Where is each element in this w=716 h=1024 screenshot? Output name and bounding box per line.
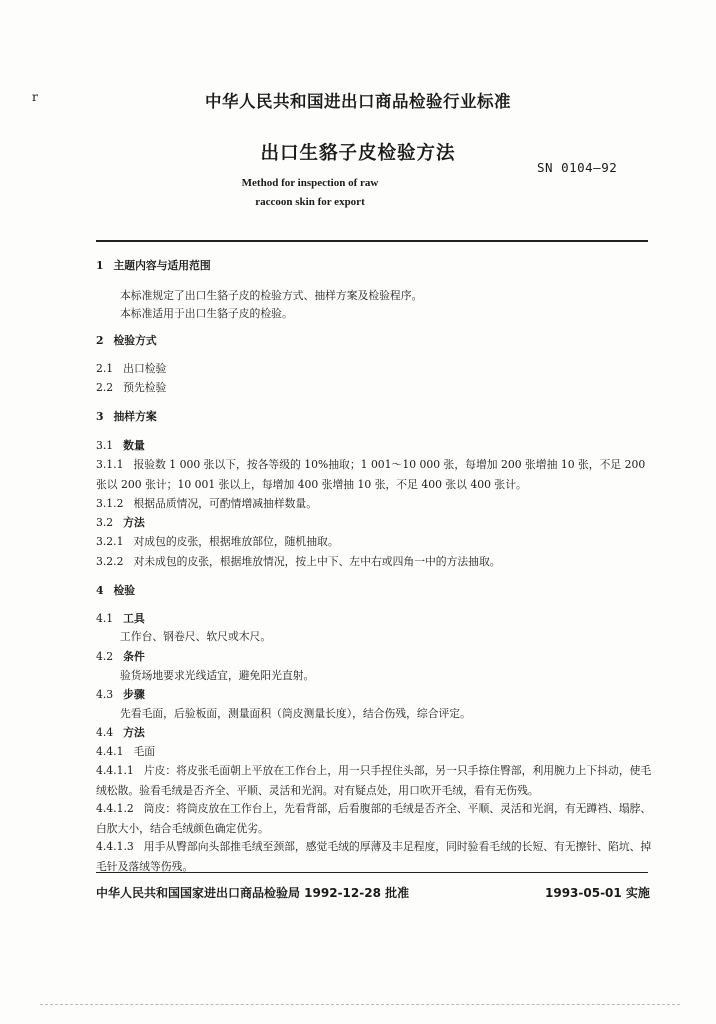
- section-3-2-1: 3.2.1 对成包的皮张，根据堆放部位，随机抽取。: [96, 535, 339, 548]
- section-3-2-2: 3.2.2 对未成包的皮张，根据堆放情况，按上中下、左中右或四角一中的方法抽取。: [96, 555, 501, 568]
- section-3-1-1: 3.1.1 报验数 1 000 张以下，按各等级的 10%抽取；1 001～10 000 张，每增加 200 张增抽 10 张，不足 200 张以 200 张计；10 001 张以上，每增加 400 张增抽 10 张，不足 400 张以 400 张计。: [96, 458, 646, 491]
- section-4-heading: 4 检验: [96, 584, 136, 597]
- section-4-2-paragraph: 验货场地要求光线适宜，避免阳光直射。: [120, 669, 315, 682]
- section-4-1-heading: 4.1 工具: [96, 612, 145, 625]
- section-4-1-paragraph: 工作台、钢卷尺、软尺或木尺。: [120, 630, 272, 643]
- english-title-line-2: raccoon skin for export: [255, 196, 365, 208]
- issuer-approval: 中华人民共和国国家进出口商品检验局 1992-12-28 批准: [96, 886, 410, 900]
- section-1-paragraph-2: 本标准适用于出口生貉子皮的检验。: [120, 307, 293, 320]
- footer-divider: [96, 872, 648, 873]
- section-3-1-2: 3.1.2 根据品质情况，可酌情增减抽样数量。: [96, 497, 318, 510]
- section-4-2-heading: 4.2 条件: [96, 650, 145, 663]
- section-4-4-1-heading: 4.4.1 毛面: [96, 745, 156, 758]
- section-3-heading: 3 抽样方案: [96, 410, 157, 423]
- section-4-4-heading: 4.4 方法: [96, 726, 145, 739]
- org-title: 中华人民共和国进出口商品检验行业标准: [205, 92, 511, 111]
- standard-number: SN 0104—92: [537, 160, 618, 175]
- section-1-paragraph-1: 本标准规定了出口生貉子皮的检验方式、抽样方案及检验程序。: [120, 289, 423, 302]
- section-4-3-heading: 4.3 步骤: [96, 688, 145, 701]
- section-4-4-1-1: 4.4.1.1 片皮：将皮张毛面朝上平放在工作台上，用一只手捏住头部，另一只手捺住臀部，利用腕力上下抖动，使毛绒松散。验看毛绒是否齐全、平顺、灵活和光润。对有疑点处，用口吹开毛绒，看有无伤残。: [96, 764, 652, 797]
- section-3-1-heading: 3.1 数量: [96, 439, 145, 452]
- section-2-1: 2.1 出口检验: [96, 362, 167, 375]
- section-4-4-1-3: 4.4.1.3 用手从臀部向头部推毛绒至颈部，感觉毛绒的厚薄及丰足程度，同时验看毛绒的长短、有无擦针、陷坑、掉毛针及落绒等伤残。: [96, 840, 652, 873]
- section-2-heading: 2 检验方式: [96, 334, 157, 347]
- section-4-3-paragraph: 先看毛面，后验板面，测量面积（筒皮测量长度），结合伤残，综合评定。: [120, 707, 471, 720]
- document-title: 出口生貉子皮检验方法: [260, 143, 456, 164]
- header-divider: [96, 240, 648, 242]
- effective-date: 1993-05-01 实施: [545, 886, 650, 900]
- section-1-heading: 1 主题内容与适用范围: [96, 259, 211, 272]
- section-3-2-heading: 3.2 方法: [96, 516, 145, 529]
- scan-mark: r: [32, 90, 38, 104]
- section-2-2: 2.2 预先检验: [96, 381, 167, 394]
- section-4-4-1-2: 4.4.1.2 筒皮：将筒皮放在工作台上，先看背部，后看腹部的毛绒是否齐全、平顺、灵活和光润，有无蹲裆、塌脖、白肷大小，结合毛绒颜色确定优劣。: [96, 802, 652, 835]
- english-title-line-1: Method for inspection of raw: [241, 177, 379, 189]
- scan-edge-line: [40, 1004, 680, 1005]
